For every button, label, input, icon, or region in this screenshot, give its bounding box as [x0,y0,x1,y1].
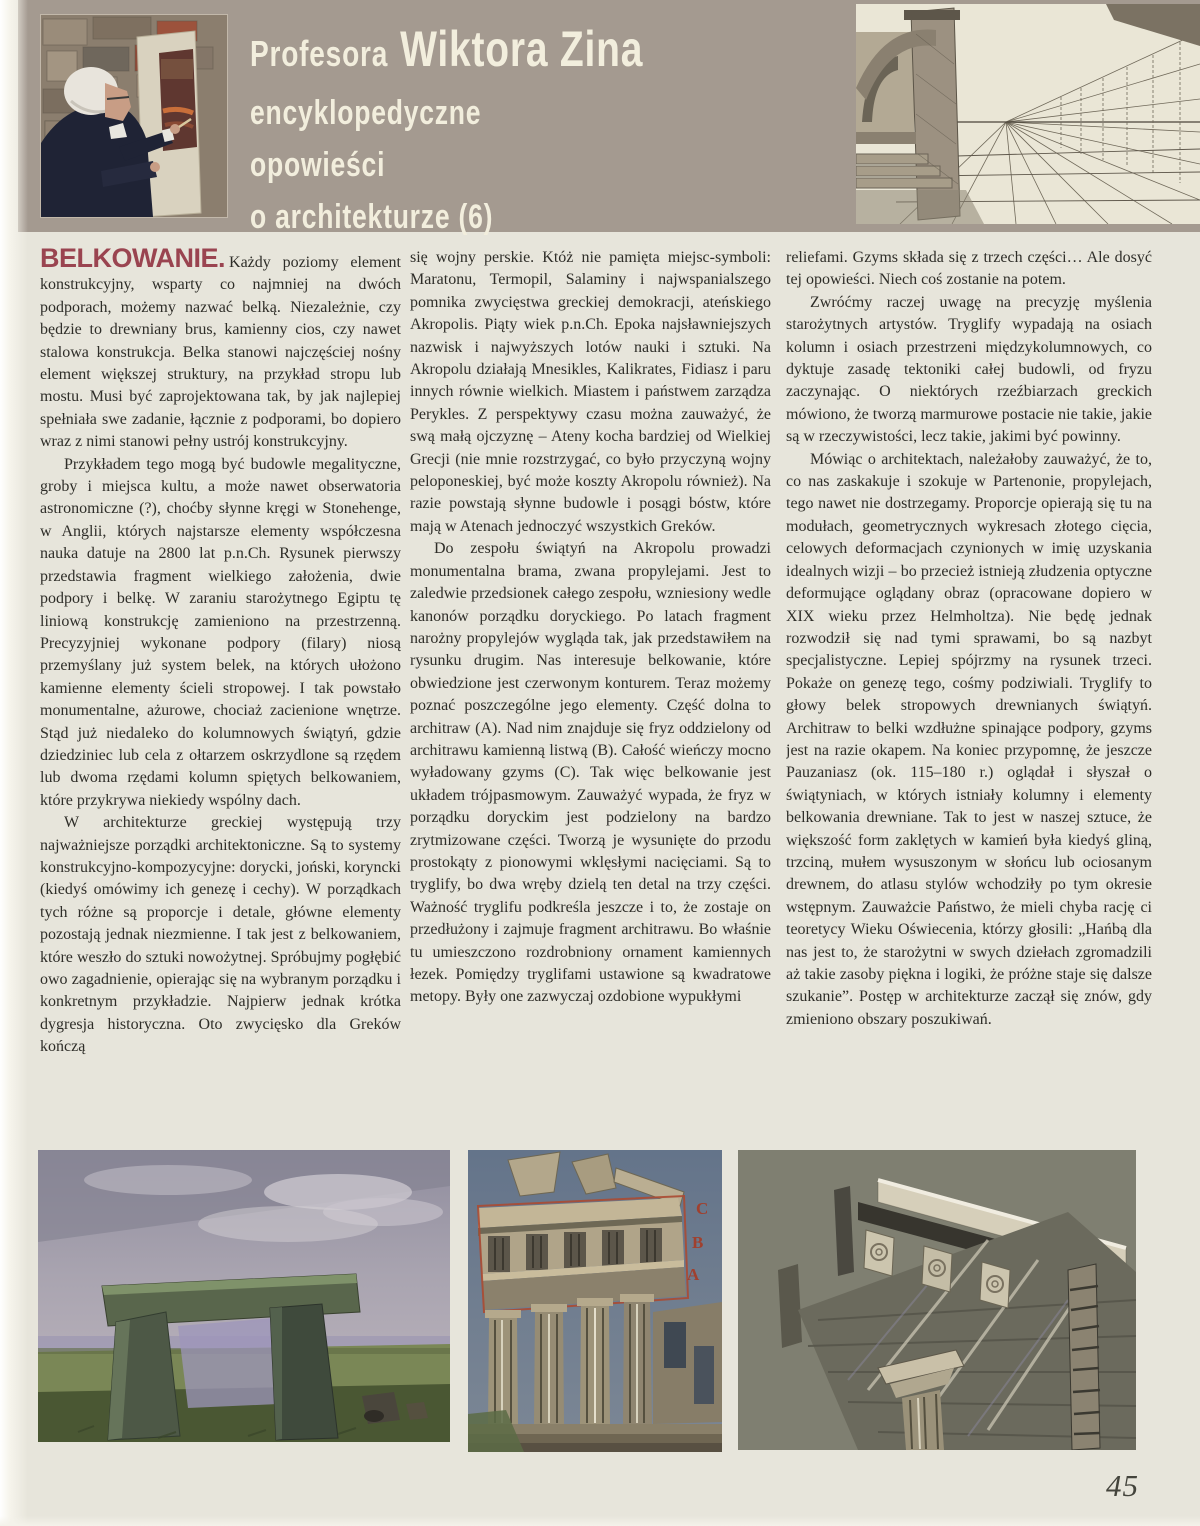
professor-photo-illustration [41,15,227,217]
mutule-block [864,1230,894,1276]
professor-photo [40,14,228,218]
column [485,1310,521,1424]
paragraph-text: Każdy poziomy element konstrukcyjny, wsparty co najmniej na dwóch podporach, możemy nazwać belką. Niezależnie, czy będzie to drewniany brus, kamienny cios, czy nawet stalowa konstrukcja. Belka stanowi najczęściej nośny element większej struktury, na przykład stropu lub mostu. Musi być zaprojektowana tak, by jak najlepiej spełniała swe zadanie, łącznie z podporami, bo dopiero wraz z nimi stanowi pełny ustrój konstrukcyjny. [40,254,401,451]
lead-word: BELKOWANIE. [40,247,226,273]
paragraph: Przykładem tego mogą być budowle megalityczne, groby i miejsca kultu, a może nawet obserwatoria astronomiczne (?), choćby słynne kręgi w Stonehenge, w Anglii, których najstarsze elementy współczesna nauka datuje na 2800 lat p.n.Ch. Rysunek pierwszy przedstawia fragment wielkiego założenia, dwie podpory i belkę. W zaraniu starożytnego Egiptu tę liniową konstrukcję zamieniono na przestrzenną. Precyzyjniej wykonane podpory (filary) niosą przemyślany już system belek, na których ułożono kamienne elementy ścieli stropowej. I tak powstało monumentalne, ażurowe, chociaż zacienione wnętrze. Stąd już niedaleko do kolumnowych świątyń, gdzie dziedziniec lub cela z ołtarzem oskrzydlone są rzędem lub dwoma rzędami kolumn spiętych belkowaniem, które przykrywa niekiedy wspólny dach. [40,455,401,809]
scan-edge-bottom [0,1516,1200,1526]
background-wall [653,1302,722,1424]
paragraph [40,247,401,454]
entablature [478,1196,688,1312]
text-column-3 [786,247,1152,1145]
masthead-title [250,21,754,252]
label-listwa: B [692,1233,704,1252]
paragraph: Do zespołu świątyń na Akropolu prowadzi monumentalna brama, zwana propylejami. Jest to zaledwie przedsionek całego zespołu, wzniesiony wedle kanonów porządku doryckiego. Po latach fragment narożny propylejów wygląda tak, jak przedstawiłem na rysunku drugim. Nas interesuje belkowanie, które obwiedzione jest czerwonym konturem. Teraz możemy poznać poszczególne jego elementy. Część dolna to architraw (A). Nad nim znajduje się fryz oddzielony od architrawu kamienną listwą (B). Całość wieńczy mocno wyładowany gzyms (C). Tak więc belkowanie jest układem trójpasmowym. Zauważyć wypada, że fryz w porządku doryckim jest podzielony na bardzo zrytmizowane części. Tworzą je wysunięte do przodu prostokąty z pionowymi wklęsłymi nacięciami. Są to tryglify, bo dwa wręby dzielą ten detal na trzy części. Ważność tryglifu podkreśla jeszcze i to, że zostaje on przedłużony i zajmuje fragment architrawu. Bo właśnie tu umieszczono rozdrobniony ornament kamiennych łezek. Pomiędzy tryglifami ustawione są kwadratowe metopy. Były one zazwyczaj ozdobione wypukłymi [410,540,771,1006]
author-prefix: Profesora [250,33,389,74]
column [531,1304,567,1424]
mutule-block [980,1262,1010,1308]
figure-stonehenge-painting [38,1150,450,1442]
label-architraw: A [687,1265,700,1284]
paragraph: reliefami. Gzyms składa się z trzech części… Ale dosyć tej opowieści. Niech coś zostanie na potem. [786,249,1152,289]
masthead-title-line4: o architekturze (6) [250,198,494,236]
timber-entablature-illustration [738,1150,1136,1450]
sky-gap [178,1318,278,1408]
paragraph: Mówiąc o architektach, należałoby zauważyć, że to, co nas zaskakuje i szokuje w Partenonie, propylejach, tego nawet nie dostrzegamy. Proporcje opierają się tu na modułach, geometrycznych wykresach złotego cięcia, celowych deformacjach czynionych w imię uzyskania idealnych wizji – bo przecież istnieją złudzenia optyczne deformujące oglądany obraz (opracowane dopiero w XIX wieku przez Helmholtza). Nie będę jednak rozwodził się nad tymi sprawami, bo są nazbyt specjalistyczne. Lepiej spójrzmy na rysunek trzeci. Pokaże on genezę tego, cośmy podziwiali. Tryglify to głowy belek stropowych drewnianych świątyń. Architraw to belki wzdłużne spinające podpory, gzyms jest na razie okapem. Na koniec przypomnę, że jeszcze Pauzaniasz (ok. 115–180 r.) oglądał i słyszał o świątyniach, w których istniały kolumny i elementy belkowania drewniane. Tak to jest w naszej sztuce, że większość form zaklętych w kamień była kiedyś gliną, trzciną, mułem wysuszonym w słońcu lub ociosanym drewnem, do atlasu stylów wchodziły po tym okresie wstępnym. Zauważcie Państwo, że mieli chyba rację ci teoretycy Wieku Oświecenia, którzy głosili: „Hańbą dla nas jest to, że starożytni w swych dziełach zgromadzili aż takie zasoby piękna i logiki, że próżne staje się dalsze szukanie”. Postęp w architekturze zaczął się znów, gdy zmieniono obszary poszukiwań. [786,450,1152,1028]
masthead [18,0,1200,236]
text-column-1 [40,247,401,1145]
stonehenge-illustration [38,1150,450,1442]
masthead-title-line2: encyklopedyczne [250,94,482,132]
label-gzyms: C [696,1199,709,1218]
text-column-2 [410,247,771,1145]
figure-temple-painting [468,1150,722,1452]
column [577,1298,613,1424]
masthead-title-line1 [250,21,644,77]
perspective-drawing [856,4,1200,224]
column [620,1294,654,1424]
paragraph: W architekturze greckiej występują trzy najważniejsze porządki architektoniczne. Są to systemy konstrukcyjno-kompozycyjne: dorycki, joński, koryncki (kiedyś omówimy ich genezę i cechy). W porządkach tych różne są proporcje i detale, główne elementy pozostają jednak niezmienne. I tak jest z belkowaniem, które weszło do sztuki nowożytnej. Spróbujmy pogłębić owo zagadnienie, opierając się na wybranym porządku i konkretnym przykładzie. Najpierw jednak krótka dygresja historyczna. Oto zwycięsko dla Greków kończą [40,814,401,1056]
perspective-drawing-illustration [856,4,1200,224]
mutule-block [922,1246,952,1292]
paragraph: Zwróćmy raczej uwagę na precyzję myślenia starożytnych artystów. Tryglify wypadają na osiach kolumn i osiach przestrzeni międzykolumnowych, co dyktuje zasadę tektoniki całej budowli, od fryzu zaczynając. O niektórych rzeźbiarzach greckich mówiono, że tworzą marmurowe postacie nie takie, jakie są w rzeczywistości, lecz takie, jakimi być powinny. [786,293,1152,446]
page-number: 45 [1106,1468,1139,1503]
figure-timber-painting [738,1150,1136,1450]
author-name: Wiktora Zina [400,21,644,77]
paragraph: się wojny perskie. Któż nie pamięta miejsc-symboli: Maratonu, Termopil, Salaminy i najwspanialszego pomnika zwycięstwa greckiej demokracji, ateńskiego Akropolis. Piąty wiek p.n.Ch. Epoka najsławniejszych nazwisk i najwyższych lotów nauki i sztuki. Na Akropolu działają Mnesikles, Kalikrates, Fidiasz i paru innych równie wielkich. Miastem i państwem zarządza Perykles. Z perspektywy czasu można zauważyć, że swą małą ojczyznę – Ateny kocha bardziej od Wielkiej Grecji (nie mnie rozstrzygać, co było przyczyną wojny peloponeskiej, być może koszty Akropolu również). Na razie powstają słynne budowle i posągi bóstw, które mają w Atenach jednoczyć wszystkich Greków. [410,249,771,535]
corner-post [1068,1264,1100,1450]
masthead-title-line3: opowieści [250,146,386,184]
temple-illustration [468,1150,722,1452]
